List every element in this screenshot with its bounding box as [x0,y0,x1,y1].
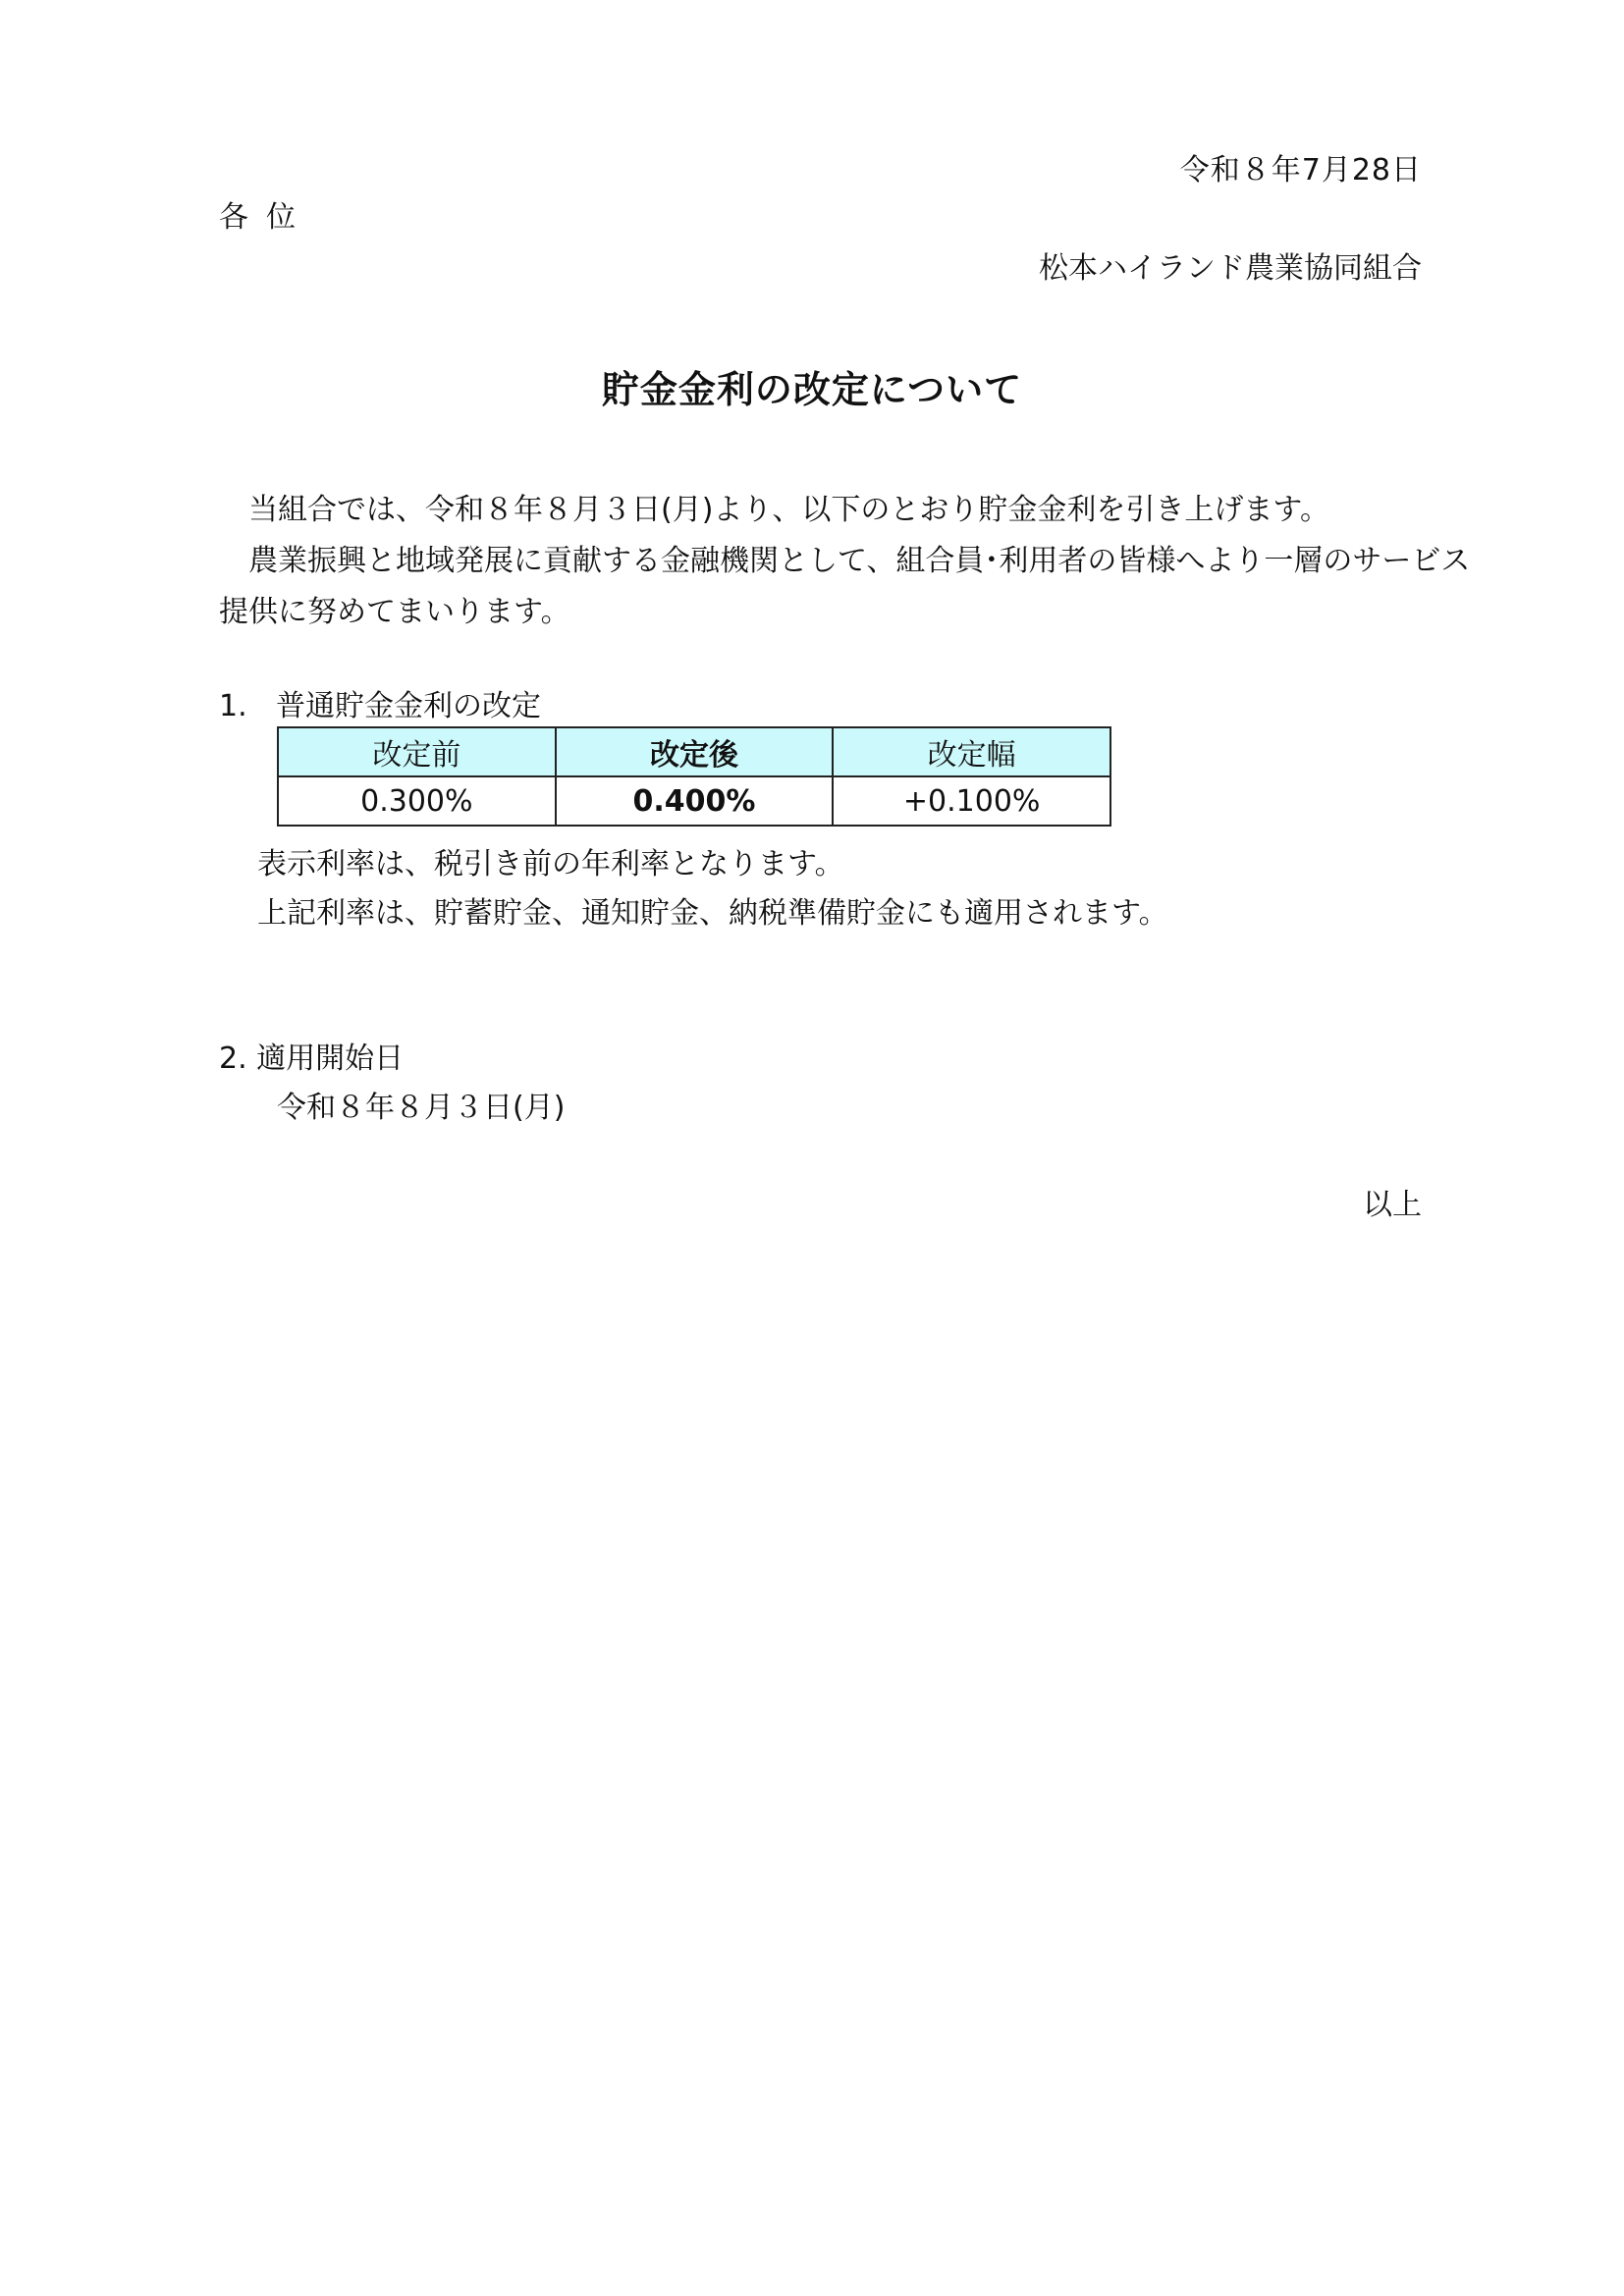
rate-note-2: 上記利率は、貯蓄貯金、通知貯金、納税準備貯金にも適用されます。 [257,896,1168,931]
addressee: 各位 [219,200,313,235]
intro-paragraph-2-line-1: 農業振興と地域発展に貢献する金融機関として、組合員･利用者の皆様へより一層のサービス [248,544,1471,578]
value-after: 0.400% [556,776,834,826]
rate-table-header-row [278,727,1110,776]
document-date: 令和８年7月28日 [1179,153,1422,187]
intro-paragraph-2-line-2: 提供に努めてまいります。 [219,595,570,629]
section-2-heading: 2. 適用開始日 [219,1041,405,1076]
rate-note-1: 表示利率は、税引き前の年利率となります。 [257,847,844,881]
organization-name: 松本ハイランド農業協同組合 [1039,251,1422,286]
rate-table-value-row [278,776,1110,826]
section-1-heading [219,681,541,724]
start-date-value: 令和８年８月３日(月) [277,1091,566,1125]
intro-paragraph-1: 当組合では、令和８年８月３日(月)より、以下のとおり貯金金利を引き上げます。 [248,493,1330,527]
rate-table [277,726,1111,827]
header-change: 改定幅 [833,727,1110,776]
intro-text [219,485,1471,638]
closing-text: 以上 [1363,1188,1422,1222]
header-before: 改定前 [278,727,556,776]
section-1-number: 1. [219,689,247,723]
document-title: 貯金金利の改定について [601,368,1023,411]
value-change: +0.100% [833,776,1110,826]
value-before: 0.300% [278,776,556,826]
header-after: 改定後 [556,727,834,776]
section-1-title: 普通貯金金利の改定 [276,689,541,723]
